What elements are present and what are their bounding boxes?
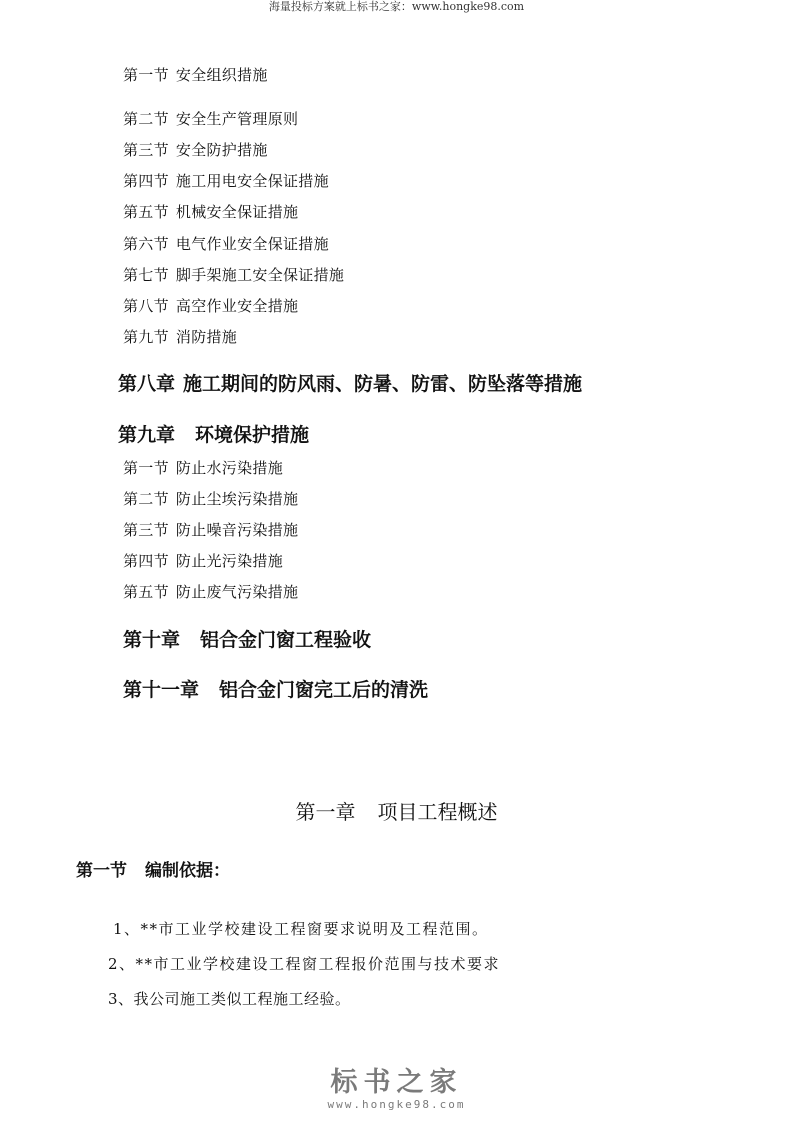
paragraph: 3、我公司施工类似工程施工经验。 bbox=[108, 990, 351, 1008]
toc-item-number: 第五节 bbox=[123, 203, 169, 221]
toc-item-number: 第六节 bbox=[123, 235, 169, 253]
toc-item-title: 高空作业安全措施 bbox=[175, 297, 299, 315]
toc-item-title: 安全生产管理原则 bbox=[175, 110, 299, 128]
section-heading bbox=[76, 856, 230, 881]
toc-item[interactable] bbox=[123, 326, 237, 347]
toc-item-title: 防止光污染措施 bbox=[175, 552, 284, 570]
toc-item-number: 第一节 bbox=[123, 459, 169, 477]
toc-item[interactable] bbox=[123, 233, 329, 254]
toc-item[interactable] bbox=[123, 201, 298, 222]
toc-item-number: 第三节 bbox=[123, 141, 169, 159]
toc-item-number: 第三节 bbox=[123, 521, 169, 539]
toc-item[interactable] bbox=[123, 550, 283, 571]
toc-chapter-title: 铝合金门窗工程验收 bbox=[200, 629, 372, 651]
toc-item-title: 安全组织措施 bbox=[175, 66, 268, 84]
toc-item-title: 安全防护措施 bbox=[175, 141, 268, 159]
toc-chapter-8[interactable] bbox=[118, 369, 582, 396]
toc-item[interactable] bbox=[123, 264, 344, 285]
toc-item[interactable] bbox=[123, 64, 268, 85]
chapter-heading-title: 项目工程概述 bbox=[377, 800, 498, 824]
paragraph: 1、**市工业学校建设工程窗要求说明及工程范围。 bbox=[113, 920, 489, 938]
toc-item-number: 第九节 bbox=[123, 328, 169, 346]
toc-item[interactable] bbox=[123, 295, 298, 316]
section-heading-number: 第一节 bbox=[76, 861, 127, 881]
toc-chapter-title: 铝合金门窗完工后的清洗 bbox=[219, 679, 429, 701]
toc-item[interactable] bbox=[123, 139, 268, 160]
logo-url: www.hongke98.com bbox=[327, 1098, 466, 1111]
footer-logo bbox=[0, 1068, 793, 1112]
chapter-heading-number: 第一章 bbox=[295, 800, 356, 824]
toc-item[interactable] bbox=[123, 581, 298, 602]
toc-item[interactable] bbox=[123, 108, 298, 129]
toc-chapter-number: 第十一章 bbox=[123, 679, 200, 701]
toc-item-title: 防止尘埃污染措施 bbox=[175, 490, 299, 508]
toc-item-number: 第二节 bbox=[123, 490, 169, 508]
toc-chapter-number: 第八章 bbox=[118, 373, 176, 395]
toc-item-number: 第七节 bbox=[123, 266, 169, 284]
toc-item[interactable] bbox=[123, 488, 298, 509]
toc-item-title: 施工用电安全保证措施 bbox=[175, 172, 329, 190]
toc-item-title: 消防措施 bbox=[175, 328, 238, 346]
toc-chapter-number: 第九章 bbox=[118, 424, 176, 446]
toc-item-title: 防止水污染措施 bbox=[175, 459, 284, 477]
toc-item[interactable] bbox=[123, 170, 329, 191]
toc-chapter-9[interactable] bbox=[118, 420, 309, 447]
toc-item-title: 防止废气污染措施 bbox=[175, 583, 299, 601]
section-heading-title: 编制依据： bbox=[145, 861, 230, 881]
toc-item[interactable] bbox=[123, 457, 283, 478]
toc-item-number: 第五节 bbox=[123, 583, 169, 601]
toc-item-title: 脚手架施工安全保证措施 bbox=[175, 266, 345, 284]
toc-chapter-number: 第十章 bbox=[123, 629, 181, 651]
toc-item[interactable] bbox=[123, 519, 298, 540]
toc-item-number: 第四节 bbox=[123, 552, 169, 570]
toc-item-number: 第八节 bbox=[123, 297, 169, 315]
toc-chapter-10[interactable] bbox=[123, 625, 371, 652]
toc-chapter-title: 施工期间的防风雨、防暑、防雷、防坠落等措施 bbox=[183, 373, 583, 395]
chapter-heading bbox=[0, 796, 793, 825]
toc-item-number: 第二节 bbox=[123, 110, 169, 128]
page-header: 海量投标方案就上标书之家：www.hongke98.com bbox=[268, 0, 525, 13]
toc-item-title: 机械安全保证措施 bbox=[175, 203, 299, 221]
toc-chapter-11[interactable] bbox=[123, 675, 428, 702]
toc-item-number: 第四节 bbox=[123, 172, 169, 190]
toc-item-title: 防止噪音污染措施 bbox=[175, 521, 299, 539]
logo-text: 标书之家 bbox=[330, 1067, 463, 1098]
toc-chapter-title: 环境保护措施 bbox=[195, 424, 310, 446]
toc-item-title: 电气作业安全保证措施 bbox=[175, 235, 329, 253]
toc-item-number: 第一节 bbox=[123, 66, 169, 84]
paragraph: 2、**市工业学校建设工程窗工程报价范围与技术要求 bbox=[108, 955, 501, 973]
